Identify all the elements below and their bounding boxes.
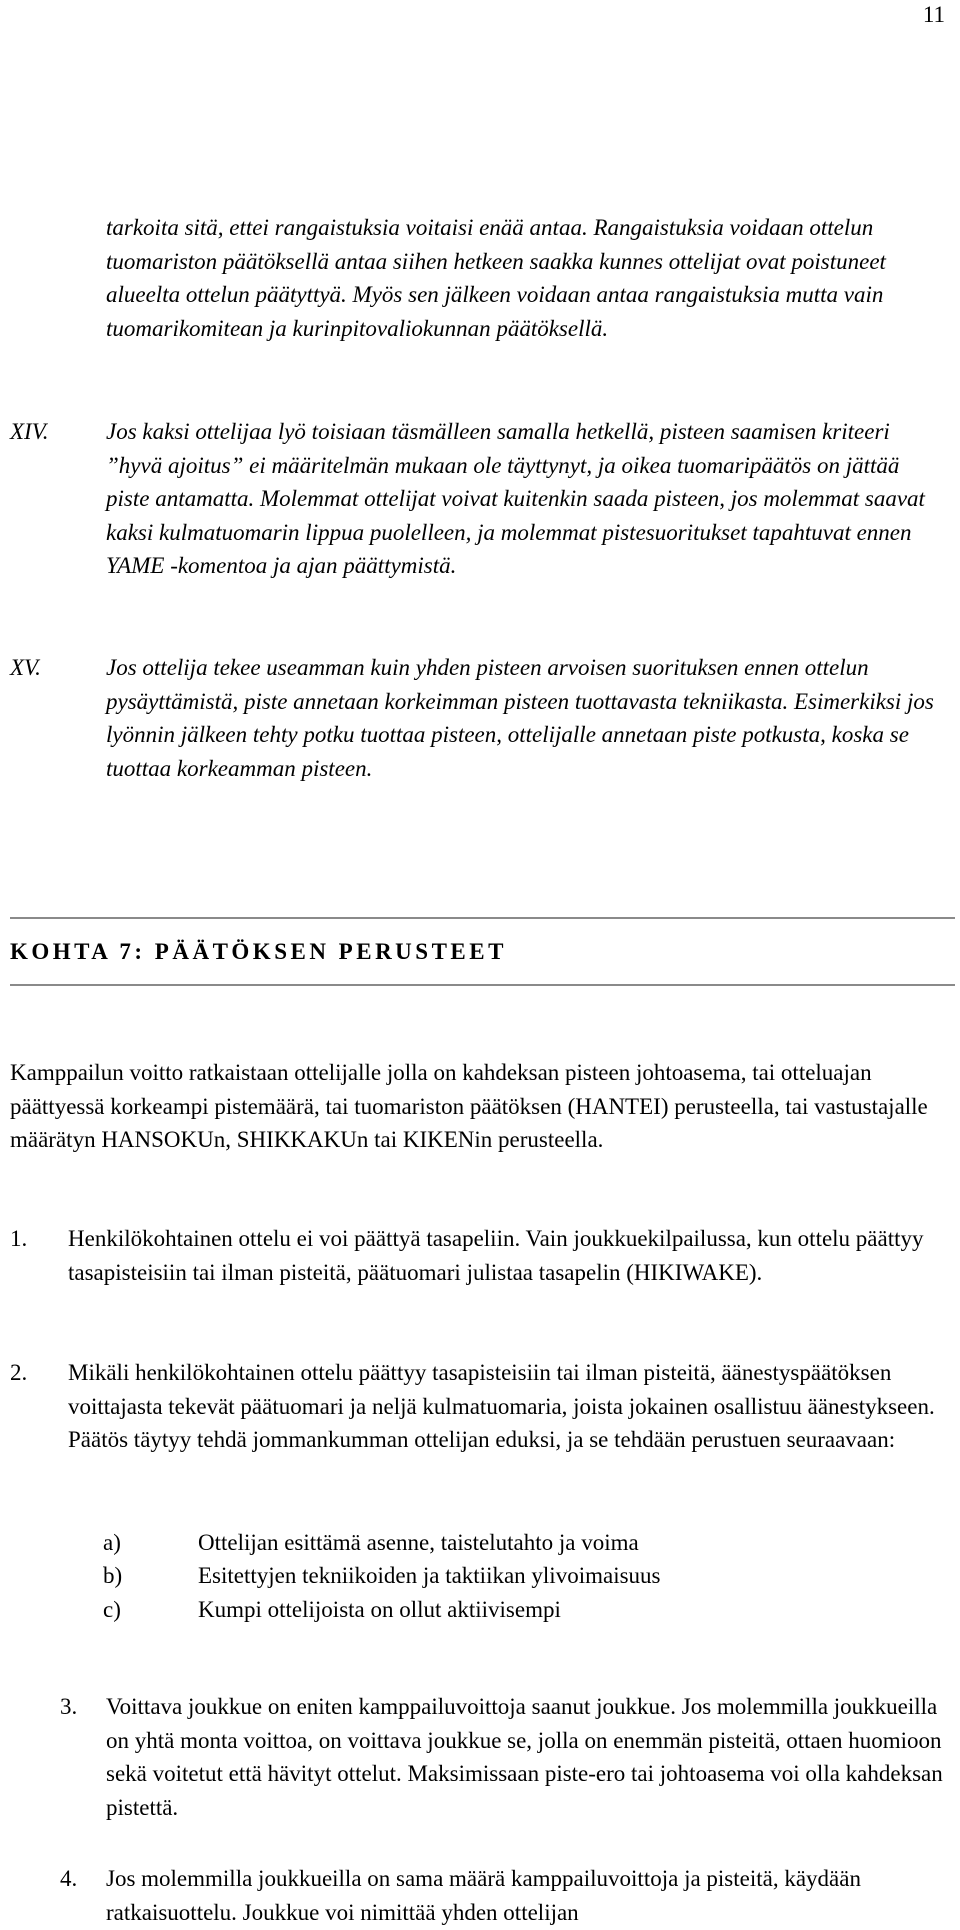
rule-numeral-xiv: XIV. [10,419,49,444]
list-number-3: 3. [60,1694,78,1719]
criteria-label-a: a) [103,1530,121,1555]
list-item-3: Voittava joukkue on eniten kamppailuvoittoja saanut joukkue. Jos molemmilla joukkueilla on yhtä monta voittoa, on voittava joukkue se, jolla on enemmän pisteitä, ottaen huomioon sekä voitetut että hävityt ottelut. Maksimissaan piste-ero tai johtoasema voi olla kahdeksan pistettä. [106,1694,943,1820]
section-heading: KOHTA 7: PÄÄTÖKSEN PERUSTEET [10,939,507,964]
list-number-1: 1. [10,1226,28,1251]
page-number: 11 [922,2,945,27]
rule-numeral-xv: XV. [10,655,41,680]
rule-paragraph-xiv: Jos kaksi ottelijaa lyö toisiaan täsmälleen samalla hetkellä, pisteen saamisen kriteeri ”hyvä ajoitus” ei määritelmän mukaan ole täyttynyt, ja oikea tuomaripäätös on jättää piste antamatta. Molemmat ottelijat voivat kuitenkin saada pisteen, jos molemmat saavat kaksi kulmatuomarin lippua puolelleen, ja molemmat pistesuoritukset tapahtuvat ennen YAME -komentoa ja ajan päättymistä. [106,419,925,578]
criteria-text-c: Kumpi ottelijoista on ollut aktiivisempi [198,1597,561,1622]
section-bottom-rule [10,984,955,986]
continuation-paragraph: tarkoita sitä, ettei rangaistuksia voitaisi enää antaa. Rangaistuksia voidaan ottelun tuomariston päätöksellä antaa siihen hetkeen saakka kunnes ottelijat ovat poistuneet alueelta ottelun päätyttyä. Myös sen jälkeen voidaan antaa rangaistuksia mutta vain tuomarikomitean ja kurinpitovaliokunnan päätöksellä. [106,215,886,341]
section-intro-paragraph: Kamppailun voitto ratkaistaan ottelijalle jolla on kahdeksan pisteen johtoasema, tai otteluajan päättyessä korkeampi pistemäärä, tai tuomariston päätöksen (HANTEI) perusteella, tai vastustajalle määrätyn HANSOKUn, SHIKKAKUn tai KIKENin perusteella. [10,1060,928,1152]
list-item-2: Mikäli henkilökohtainen ottelu päättyy tasapisteisiin tai ilman pisteitä, äänestyspäätöksen voittajasta tekevät päätuomari ja neljä kulmatuomaria, joista jokainen osallistuu äänestykseen. Päätös täytyy tehdä jommankumman ottelijan eduksi, ja se tehdään perustuen seuraavaan: [68,1360,935,1452]
section-top-rule [10,917,955,919]
criteria-text-b: Esitettyjen tekniikoiden ja taktiikan ylivoimaisuus [198,1563,661,1588]
list-number-2: 2. [10,1360,28,1385]
list-item-4: Jos molemmilla joukkueilla on sama määrä kamppailuvoittoja ja pisteitä, käydään ratkaisuottelu. Joukkue voi nimittää yhden ottelijan [106,1866,861,1925]
criteria-text-a: Ottelijan esittämä asenne, taistelutahto ja voima [198,1530,639,1555]
list-number-4: 4. [60,1866,78,1891]
list-item-1: Henkilökohtainen ottelu ei voi päättyä tasapeliin. Vain joukkuekilpailussa, kun ottelu päättyy tasapisteisiin tai ilman pisteitä, päätuomari julistaa tasapelin (HIKIWAKE). [68,1226,924,1285]
criteria-label-b: b) [103,1563,123,1588]
rule-paragraph-xv: Jos ottelija tekee useamman kuin yhden pisteen arvoisen suorituksen ennen ottelun pysäyttämistä, piste annetaan korkeimman pisteen tuottavasta tekniikasta. Esimerkiksi jos lyönnin jälkeen tehty potku tuottaa pisteen, ottelijalle annetaan piste potkusta, koska se tuottaa korkeamman pisteen. [106,655,934,781]
criteria-label-c: c) [103,1597,121,1622]
